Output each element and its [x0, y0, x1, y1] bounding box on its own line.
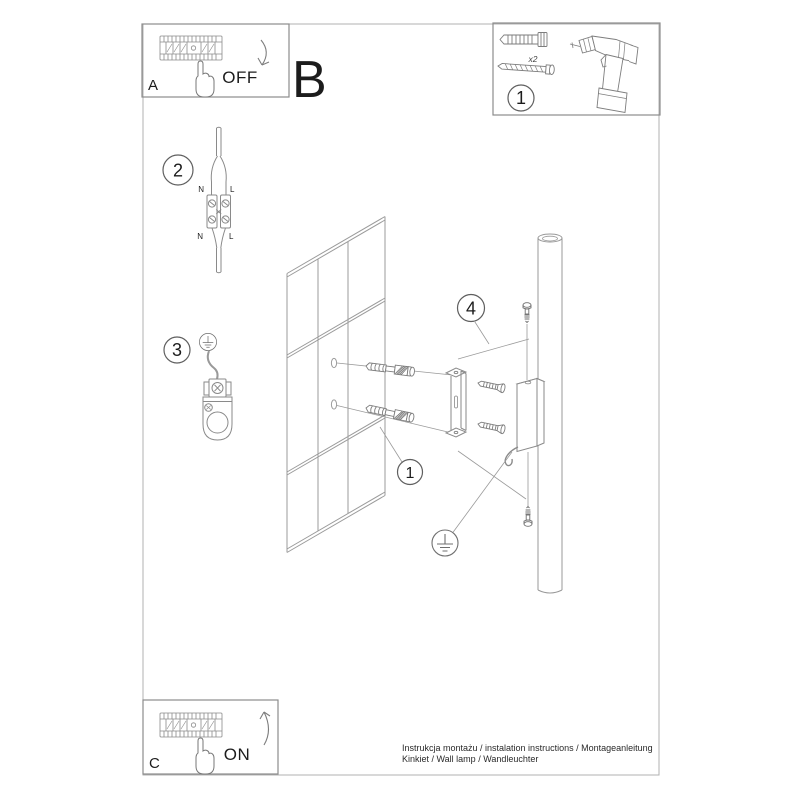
curved-arrow-up-icon: [260, 712, 270, 745]
step-3-ground-clamp: [164, 333, 232, 440]
curved-arrow-down-icon: [258, 40, 269, 65]
ground-symbol-icon: [199, 333, 216, 350]
screw-anchor-assembly-upper: [365, 362, 415, 377]
wall-hole-upper: [331, 358, 336, 367]
wire-label-n-top: N: [198, 185, 204, 194]
footer-line-1: Instrukcja montażu / instalation instructions / Montageanleitung: [402, 743, 653, 753]
tiled-wall: [287, 217, 385, 553]
footer-line-2: Kinkiet / Wall lamp / Wandleuchter: [402, 754, 539, 764]
breaker-panel-icon: [160, 713, 222, 737]
set-screw-bottom: [524, 507, 532, 527]
ground-wire: [208, 351, 218, 379]
on-label: ON: [223, 745, 251, 764]
set-screw-top: [523, 303, 531, 323]
step-a-letter: A: [148, 77, 159, 94]
wall-plug-icon: [500, 33, 547, 47]
screw-icon: [498, 61, 555, 75]
mounting-ring-icon: [203, 379, 232, 440]
wire-label-n-bottom: N: [197, 232, 203, 241]
step-2-badge: [163, 155, 193, 185]
ground-leader-line: [453, 452, 513, 533]
wall-bracket: [446, 368, 466, 437]
step-a-box: [142, 24, 289, 97]
step-3-badge: [164, 337, 190, 363]
lamp-housing: [517, 379, 544, 452]
step-c-letter: C: [149, 755, 160, 772]
svg-text:1: 1: [405, 465, 415, 482]
wire-label-l-bottom: L: [229, 232, 234, 241]
breaker-panel-icon: [160, 36, 222, 60]
parts-badge: [508, 85, 534, 111]
svg-text:2: 2: [172, 160, 184, 181]
terminal-block-icon: [207, 195, 231, 228]
fixing-screw-lower: [477, 420, 506, 435]
svg-text:1: 1: [515, 88, 527, 108]
footer-text: [402, 743, 653, 764]
plug-callout: [380, 427, 423, 485]
plug-quantity-label: x2: [528, 54, 538, 64]
off-label: OFF: [222, 68, 258, 87]
wall-hole-lower: [331, 400, 336, 409]
step-2-wiring: [163, 127, 235, 273]
svg-text:4: 4: [465, 298, 477, 319]
pointing-hand-icon: [196, 738, 214, 774]
screw-anchor-assembly-lower: [365, 404, 415, 423]
parts-box: [493, 23, 660, 115]
wire-label-l-top: L: [230, 185, 235, 194]
step-b-letter: B: [292, 51, 327, 109]
svg-text:3: 3: [171, 340, 183, 360]
drill-icon: [570, 36, 638, 113]
pointing-hand-icon: [196, 61, 214, 97]
ground-symbol-badge: [432, 530, 458, 556]
fixing-screw-upper: [477, 379, 506, 394]
housing-wire: [505, 447, 518, 466]
step-c-box: [143, 700, 278, 774]
